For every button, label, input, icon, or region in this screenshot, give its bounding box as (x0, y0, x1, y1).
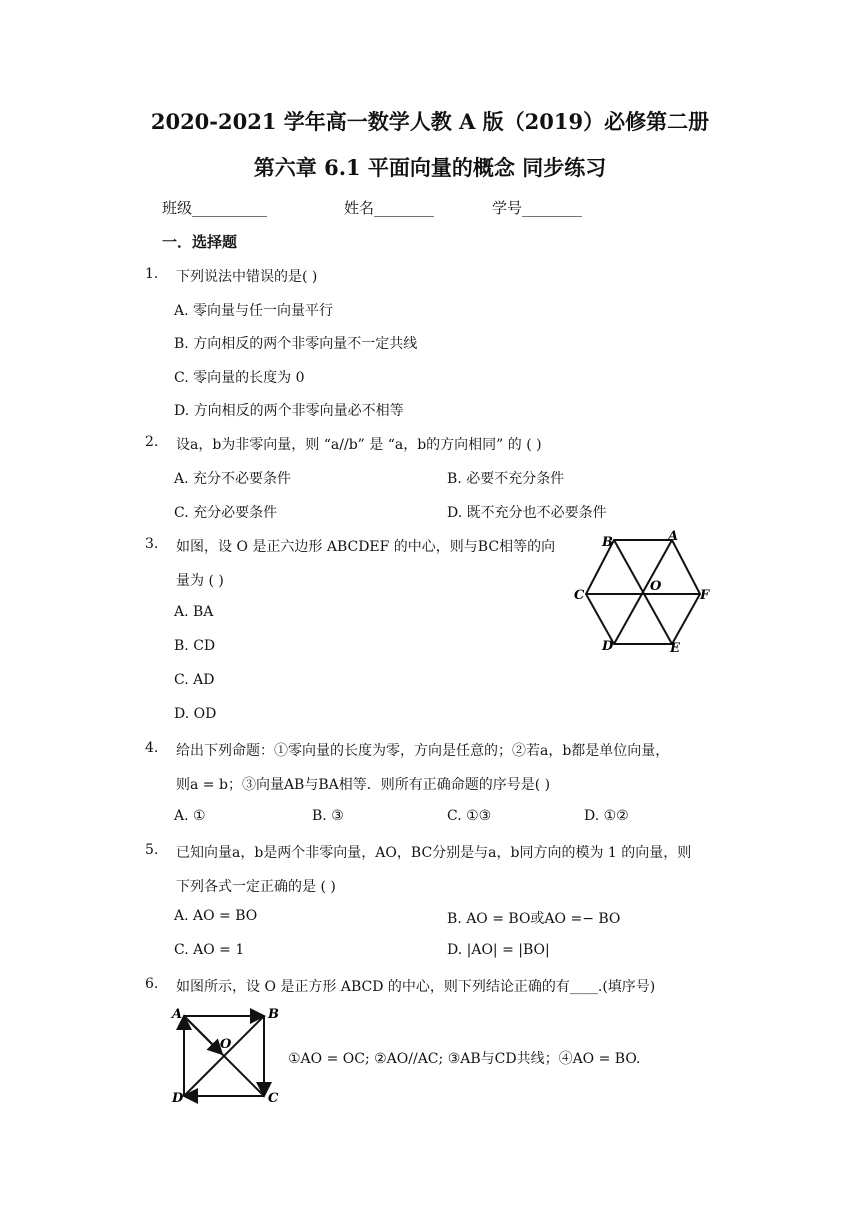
option-b: B. ③ (312, 808, 344, 824)
square-figure (170, 1006, 285, 1106)
document-subtitle: 第六章 6.1 平面向量的概念 同步练习 (253, 155, 607, 180)
label-o: O (220, 1037, 232, 1052)
label-b: B (268, 1007, 279, 1022)
label-d: D (172, 1091, 184, 1106)
option-c: C. AO = 1 (174, 942, 245, 958)
question-stem-line2: 量为 ( ) (176, 573, 224, 589)
option-d: D. OD (174, 706, 217, 722)
question-number: 2. (145, 434, 159, 450)
student-id-field: 学号________ (492, 199, 583, 217)
option-d: D. 方向相反的两个非零向量必不相等 (174, 403, 404, 419)
question-stem-line1: 给出下列命题：①零向量的长度为零，方向是任意的；②若a，b都是单位向量， (176, 743, 670, 759)
name-field: 姓名________ (344, 199, 435, 217)
document-title: 2020-2021 学年高一数学人教 A 版（2019）必修第二册 (150, 109, 710, 134)
question-stem-line1: 已知向量a，b是两个非零向量，AO，BC分别是与a，b同方向的模为 1 的向量，则 (176, 845, 692, 861)
hexagon-figure (570, 528, 720, 658)
option-a: A. 零向量与任一向量平行 (174, 303, 334, 319)
question-stem: 设a，b为非零向量，则 “a//b” 是 “a，b的方向相同” 的 ( ) (176, 437, 542, 453)
question-number: 4. (145, 740, 159, 756)
option-a: A. AO = BO (174, 908, 258, 924)
label-o: O (650, 579, 662, 594)
option-d: D. ①② (584, 808, 629, 824)
question-number: 1. (145, 266, 159, 282)
question-stem-line2: 下列各式一定正确的是 ( ) (176, 879, 336, 895)
question-stem-line2: 则a = b；③向量AB与BA相等．则所有正确命题的序号是( ) (176, 777, 551, 793)
label-a: A (668, 529, 679, 544)
question-number: 6. (145, 976, 159, 992)
class-field: 班级__________ (162, 199, 268, 217)
option-c: C. AD (174, 672, 215, 688)
label-a: A (172, 1007, 183, 1022)
question-number: 5. (145, 842, 159, 858)
option-d: D. |AO| = |BO| (447, 942, 550, 958)
question-number: 3. (145, 536, 159, 552)
option-a: A. BA (174, 604, 214, 620)
label-b: B (602, 535, 613, 550)
label-c: C (268, 1091, 279, 1106)
option-b: B. 方向相反的两个非零向量不一定共线 (174, 336, 418, 352)
option-c: C. 零向量的长度为 0 (174, 370, 305, 386)
question-stem-line1: 如图，设 O 是正六边形 ABCDEF 的中心，则与BC相等的向 (176, 539, 556, 555)
section-heading: 一．选择题 (162, 233, 238, 251)
option-b: B. AO = BO或AO =− BO (447, 911, 621, 927)
option-d: D. 既不充分也不必要条件 (447, 505, 607, 521)
label-e: E (670, 641, 680, 656)
option-b: B. CD (174, 638, 216, 654)
option-c: C. ①③ (447, 808, 492, 824)
option-a: A. 充分不必要条件 (174, 471, 292, 487)
question-stem: 如图所示，设 O 是正方形 ABCD 的中心，则下列结论正确的有____.(填序号) (176, 979, 656, 995)
option-b: B. 必要不充分条件 (447, 471, 565, 487)
label-d: D (602, 639, 614, 654)
option-c: C. 充分必要条件 (174, 505, 278, 521)
option-a: A. ① (174, 808, 206, 824)
label-c: C (574, 588, 585, 603)
conclusions-list: ①AO = OC; ②AO//AC; ③AB与CD共线；④AO = BO. (288, 1051, 641, 1067)
label-f: F (700, 588, 710, 603)
question-stem: 下列说法中错误的是( ) (176, 269, 318, 285)
